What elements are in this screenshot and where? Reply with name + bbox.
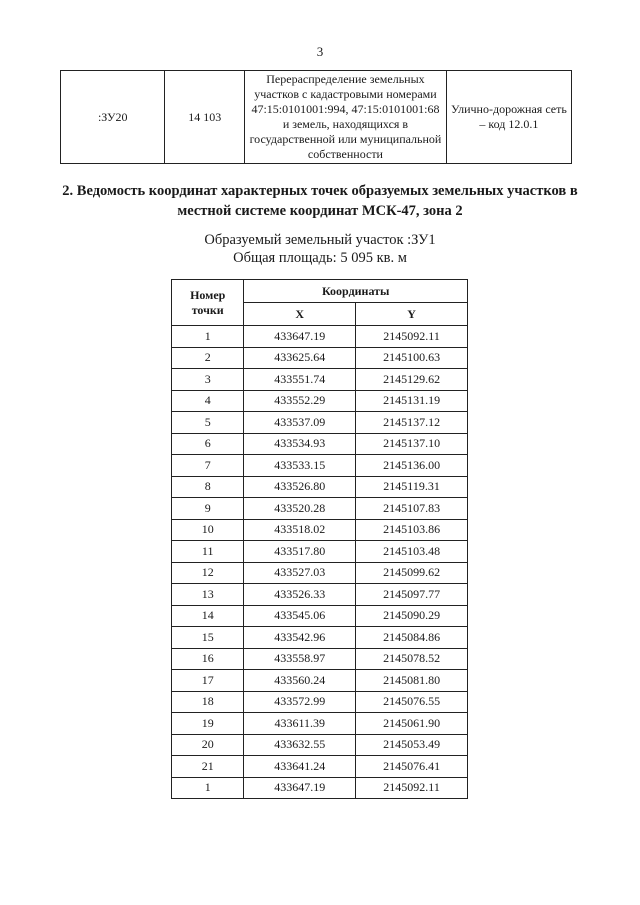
x-coordinate-cell: 433572.99 [244, 691, 356, 713]
point-number-cell: 16 [172, 648, 244, 670]
table-row [61, 71, 572, 164]
point-number-header-label: Номер точки [190, 287, 226, 317]
table-row [172, 648, 468, 670]
point-number-cell: 6 [172, 433, 244, 455]
parcel-area-cell: 14 103 [165, 71, 245, 164]
x-coordinate-cell: 433560.24 [244, 670, 356, 692]
parcel-title: Образуемый земельный участок :ЗУ1 [204, 232, 436, 248]
x-coordinate-cell: 433517.80 [244, 541, 356, 563]
table-row [172, 584, 468, 606]
table-row [172, 498, 468, 520]
y-coordinate-cell: 2145097.77 [356, 584, 468, 606]
table-row [172, 627, 468, 649]
x-coordinate-cell: 433526.33 [244, 584, 356, 606]
x-coordinate-cell: 433647.19 [244, 326, 356, 348]
point-number-cell: 11 [172, 541, 244, 563]
point-number-cell: 2 [172, 347, 244, 369]
y-coordinate-cell: 2145092.11 [356, 326, 468, 348]
point-number-cell: 1 [172, 326, 244, 348]
parcel-summary-table [60, 70, 572, 164]
x-coordinate-cell: 433527.03 [244, 562, 356, 584]
parcel-total-area: Общая площадь: 5 095 кв. м [233, 250, 407, 266]
point-number-cell: 5 [172, 412, 244, 434]
coordinates-table [171, 279, 468, 799]
x-coordinate-cell: 433526.80 [244, 476, 356, 498]
point-number-cell: 4 [172, 390, 244, 412]
parcel-description-cell: Перераспределение земельных участков с кадастровыми номерами 47:15:0101001:994, 47:15:0101001:68 и земель, находящихся в государственной или муниципальной собственности [245, 71, 447, 164]
coordinates-body [172, 326, 468, 799]
table-row [172, 347, 468, 369]
table-row [172, 734, 468, 756]
y-coordinate-cell: 2145103.48 [356, 541, 468, 563]
point-number-cell: 20 [172, 734, 244, 756]
point-number-cell: 1 [172, 777, 244, 799]
x-coordinate-cell: 433625.64 [244, 347, 356, 369]
point-number-cell: 21 [172, 756, 244, 778]
point-number-cell: 7 [172, 455, 244, 477]
y-coordinate-cell: 2145137.12 [356, 412, 468, 434]
point-number-cell: 15 [172, 627, 244, 649]
x-coordinate-cell: 433558.97 [244, 648, 356, 670]
x-coordinate-cell: 433533.15 [244, 455, 356, 477]
header-row [172, 280, 468, 303]
point-number-cell: 9 [172, 498, 244, 520]
y-coordinate-cell: 2145061.90 [356, 713, 468, 735]
y-coordinate-cell: 2145053.49 [356, 734, 468, 756]
y-coordinate-cell: 2145084.86 [356, 627, 468, 649]
y-coordinate-cell: 2145092.11 [356, 777, 468, 799]
parcel-designation-cell: :ЗУ20 [61, 71, 165, 164]
table-row [172, 390, 468, 412]
table-row [172, 433, 468, 455]
section-heading: 2. Ведомость координат характерных точек образуемых земельных участков в местной системе координат МСК-47, зона 2 [62, 183, 578, 219]
table-row [172, 541, 468, 563]
point-number-cell: 12 [172, 562, 244, 584]
table-row [172, 777, 468, 799]
x-header: X [244, 303, 356, 326]
y-coordinate-cell: 2145103.86 [356, 519, 468, 541]
x-coordinate-cell: 433552.29 [244, 390, 356, 412]
table-row [172, 562, 468, 584]
y-coordinate-cell: 2145076.41 [356, 756, 468, 778]
x-coordinate-cell: 433611.39 [244, 713, 356, 735]
y-coordinate-cell: 2145136.00 [356, 455, 468, 477]
y-coordinate-cell: 2145131.19 [356, 390, 468, 412]
y-coordinate-cell: 2145129.62 [356, 369, 468, 391]
point-number-header [172, 280, 244, 326]
table-row [172, 691, 468, 713]
point-number-cell: 13 [172, 584, 244, 606]
point-number-cell: 17 [172, 670, 244, 692]
y-coordinate-cell: 2145137.10 [356, 433, 468, 455]
land-use-cell: Улично-дорожная сеть – код 12.0.1 [446, 71, 571, 164]
table-row [172, 605, 468, 627]
y-header: Y [356, 303, 468, 326]
x-coordinate-cell: 433518.02 [244, 519, 356, 541]
x-coordinate-cell: 433537.09 [244, 412, 356, 434]
table-row [172, 519, 468, 541]
table-row [172, 412, 468, 434]
y-coordinate-cell: 2145100.63 [356, 347, 468, 369]
point-number-cell: 14 [172, 605, 244, 627]
y-coordinate-cell: 2145076.55 [356, 691, 468, 713]
x-coordinate-cell: 433551.74 [244, 369, 356, 391]
point-number-cell: 10 [172, 519, 244, 541]
point-number-cell: 18 [172, 691, 244, 713]
y-coordinate-cell: 2145090.29 [356, 605, 468, 627]
table-row [172, 326, 468, 348]
x-coordinate-cell: 433542.96 [244, 627, 356, 649]
table-row [172, 756, 468, 778]
table-row [172, 670, 468, 692]
x-coordinate-cell: 433632.55 [244, 734, 356, 756]
x-coordinate-cell: 433520.28 [244, 498, 356, 520]
x-coordinate-cell: 433647.19 [244, 777, 356, 799]
table-row [172, 455, 468, 477]
y-coordinate-cell: 2145099.62 [356, 562, 468, 584]
point-number-cell: 19 [172, 713, 244, 735]
table-row [172, 713, 468, 735]
point-number-cell: 8 [172, 476, 244, 498]
x-coordinate-cell: 433545.06 [244, 605, 356, 627]
coordinates-header: Координаты [244, 280, 468, 303]
x-coordinate-cell: 433534.93 [244, 433, 356, 455]
y-coordinate-cell: 2145107.83 [356, 498, 468, 520]
x-coordinate-cell: 433641.24 [244, 756, 356, 778]
table-row [172, 476, 468, 498]
y-coordinate-cell: 2145081.80 [356, 670, 468, 692]
table-row [172, 369, 468, 391]
page-number: 3 [316, 44, 324, 59]
parcel-info [0, 231, 640, 267]
point-number-cell: 3 [172, 369, 244, 391]
y-coordinate-cell: 2145119.31 [356, 476, 468, 498]
y-coordinate-cell: 2145078.52 [356, 648, 468, 670]
